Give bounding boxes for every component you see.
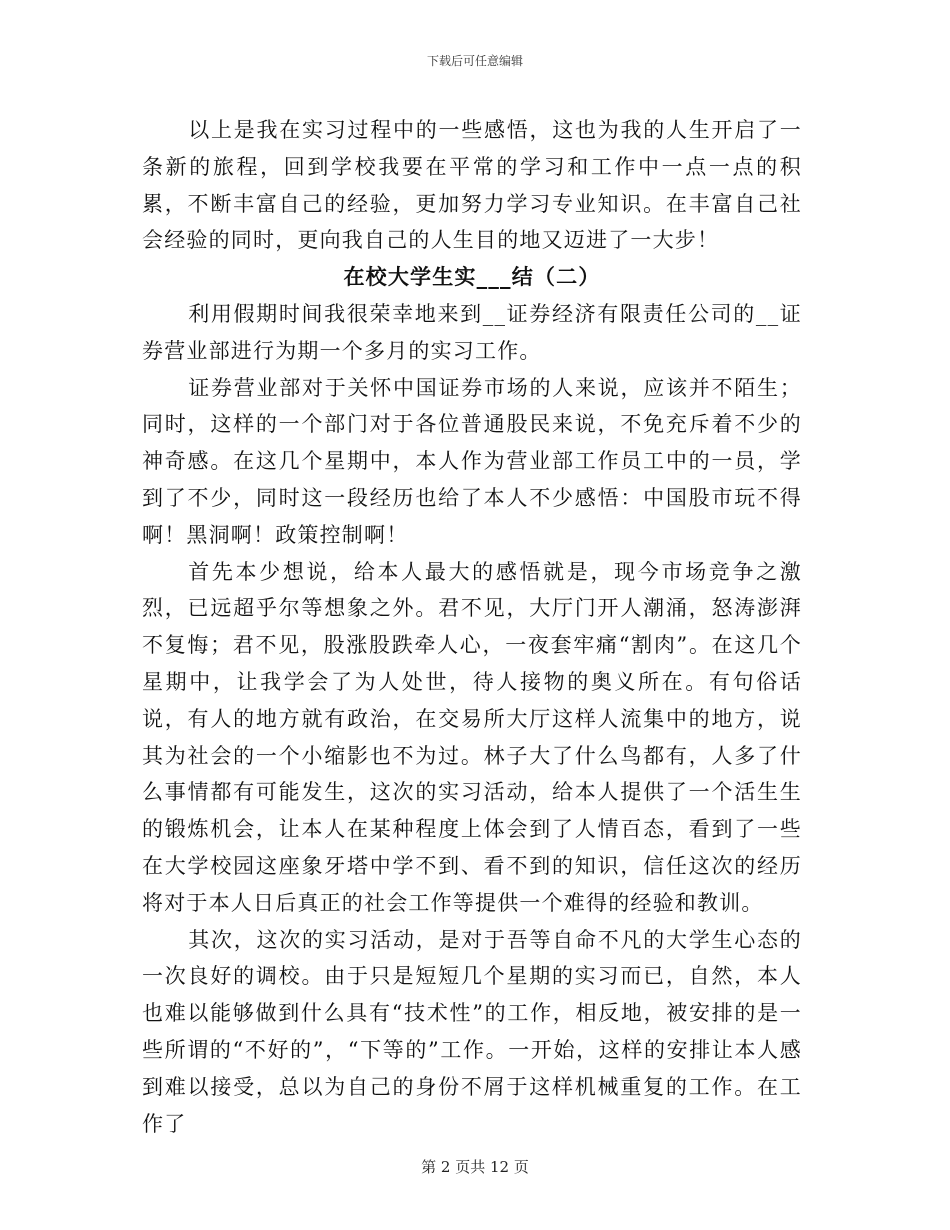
paragraph-1: 利用假期时间我很荣幸地来到__证券经济有限责任公司的__证券营业部进行为期一个多月的实习工作。 bbox=[142, 301, 802, 363]
paragraph-2: 证券营业部对于关怀中国证券市场的人来说，应该并不陌生；同时，这样的一个部门对于各位普通股民来说，不免充斥着不少的神奇感。在这几个星期中，本人作为营业部工作员工中的一员，学到了不少，同时这一段经历也给了本人不少感悟：中国股市玩不得啊！黑洞啊！政策控制啊！ bbox=[142, 375, 802, 547]
section-heading: 在校大学生实___结（二） bbox=[343, 264, 601, 290]
paragraph-intro: 以上是我在实习过程中的一些感悟，这也为我的人生开启了一条新的旅程，回到学校我要在平常的学习和工作中一点一点的积累，不断丰富自己的经验，更加努力学习专业知识。在丰富自己社会经验的同时，更向我自己的人生目的地又迈进了一大步！ bbox=[142, 118, 802, 253]
page-footer: 第 2 页共 12 页 bbox=[421, 1158, 529, 1176]
paragraph-4: 其次，这次的实习活动，是对于吾等自命不凡的大学生心态的一次良好的调校。由于只是短短几个星期的实习而已，自然，本人也难以能够做到什么具有“技术性”的工作，相反地，被安排的是一些所谓的“不好的”，“下等的”工作。一开始，这样的安排让本人感到难以接受，总以为自己的身份不屑于这样机械重复的工作。在工作了 bbox=[142, 927, 802, 1136]
document-body bbox=[142, 112, 802, 1142]
paragraph-3: 首先本少想说，给本人最大的感悟就是，现今市场竞争之激烈，已远超乎尔等想象之外。君不见，大厅门开人潮涌，怒涛澎湃不复悔；君不见，股涨股跌牵人心，一夜套牢痛“割肉”。在这几个星期中，让我学会了为人处世，待人接物的奥义所在。有句俗话说，有人的地方就有政治，在交易所大厅这样人流集中的地方，说其为社会的一个小缩影也不为过。林子大了什么鸟都有，人多了什么事情都有可能发生，这次的实习活动，给本人提供了一个活生生的锻炼机会，让本人在某种程度上体会到了人情百态，看到了一些在大学校园这座象牙塔中学不到、看不到的知识，信任这次的经历将对于本人日后真正的社会工作等提供一个难得的经验和教训。 bbox=[142, 559, 802, 915]
page-header: 下载后可任意编辑 bbox=[426, 54, 523, 68]
